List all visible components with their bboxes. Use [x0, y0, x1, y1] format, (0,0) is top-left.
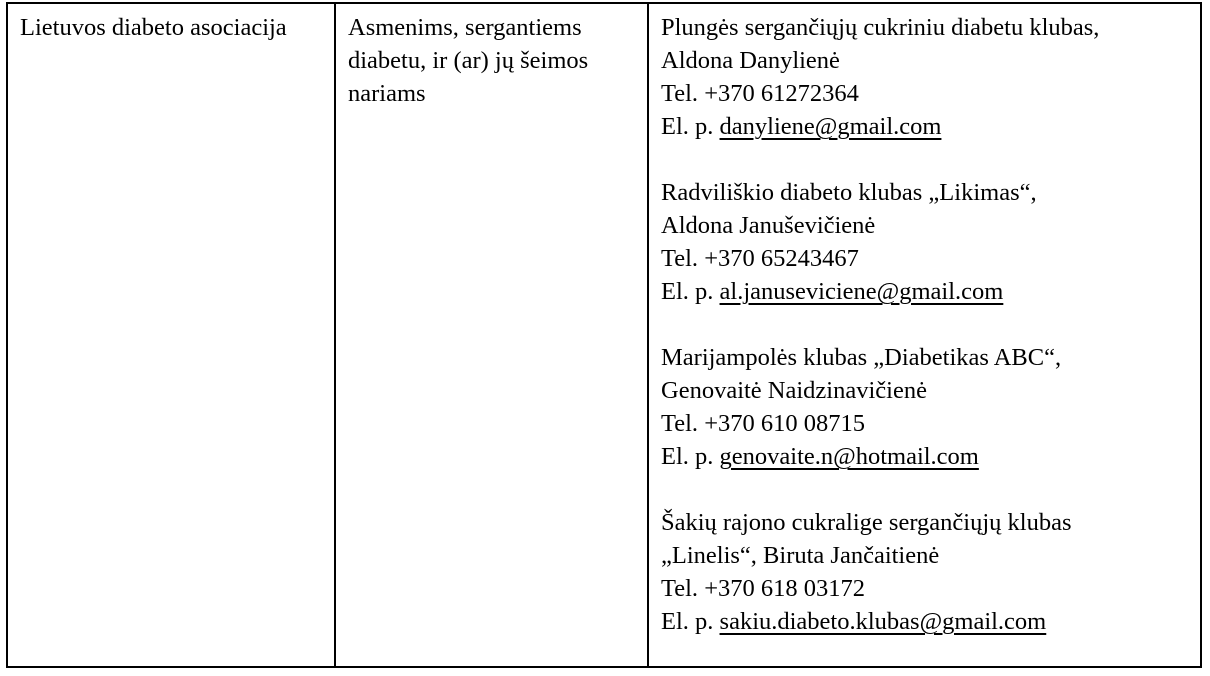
- table-row: [7, 3, 1201, 667]
- club-email-line: [661, 440, 1190, 473]
- club-name: Plungės sergančiųjų cukriniu diabetu klubas,: [661, 14, 1100, 41]
- phone-number: +370 610 08715: [704, 410, 866, 437]
- club-name: Marijampolės klubas „Diabetikas ABC“,: [661, 344, 1062, 371]
- club-phone-line: [661, 572, 1190, 605]
- audience-text: Asmenims, sergantiems diabetu, ir (ar) jų šeimos nariams: [348, 14, 589, 107]
- audience-cell: [335, 3, 648, 667]
- contacts-table: [6, 2, 1202, 668]
- email-link[interactable]: sakiu.diabeto.klubas@gmail.com: [719, 608, 1047, 635]
- phone-number: +370 618 03172: [704, 575, 866, 602]
- clubs-cell: [648, 3, 1201, 667]
- phone-label: Tel.: [661, 575, 699, 602]
- club-phone-line: [661, 242, 1190, 275]
- phone-label: Tel.: [661, 80, 699, 107]
- email-link[interactable]: genovaite.n@hotmail.com: [719, 443, 979, 470]
- phone-number: +370 65243467: [704, 245, 859, 272]
- club-contact-person: „Linelis“, Biruta Jančaitienė: [661, 542, 940, 569]
- email-link[interactable]: al.januseviciene@gmail.com: [719, 278, 1004, 305]
- club-name: Šakių rajono cukralige sergančiųjų klubas: [661, 509, 1072, 536]
- club-contact-person: Aldona Januševičienė: [661, 212, 876, 239]
- club-email-line: [661, 605, 1190, 638]
- club-contact-person: Aldona Danylienė: [661, 47, 840, 74]
- club-contact-person: Genovaitė Naidzinavičienė: [661, 377, 927, 404]
- email-label: El. p.: [661, 278, 714, 305]
- club-entry: [661, 506, 1190, 638]
- phone-label: Tel.: [661, 410, 699, 437]
- club-entry: [661, 11, 1190, 143]
- email-label: El. p.: [661, 113, 714, 140]
- email-label: El. p.: [661, 443, 714, 470]
- club-email-line: [661, 275, 1190, 308]
- organization-name: Lietuvos diabeto asociacija: [20, 14, 287, 41]
- phone-number: +370 61272364: [704, 80, 859, 107]
- email-link[interactable]: danyliene@gmail.com: [719, 113, 942, 140]
- club-email-line: [661, 110, 1190, 143]
- club-phone-line: [661, 77, 1190, 110]
- phone-label: Tel.: [661, 245, 699, 272]
- email-label: El. p.: [661, 608, 714, 635]
- club-entry: [661, 176, 1190, 308]
- club-entry: [661, 341, 1190, 473]
- club-phone-line: [661, 407, 1190, 440]
- organization-cell: [7, 3, 335, 667]
- club-name: Radviliškio diabeto klubas „Likimas“,: [661, 179, 1037, 206]
